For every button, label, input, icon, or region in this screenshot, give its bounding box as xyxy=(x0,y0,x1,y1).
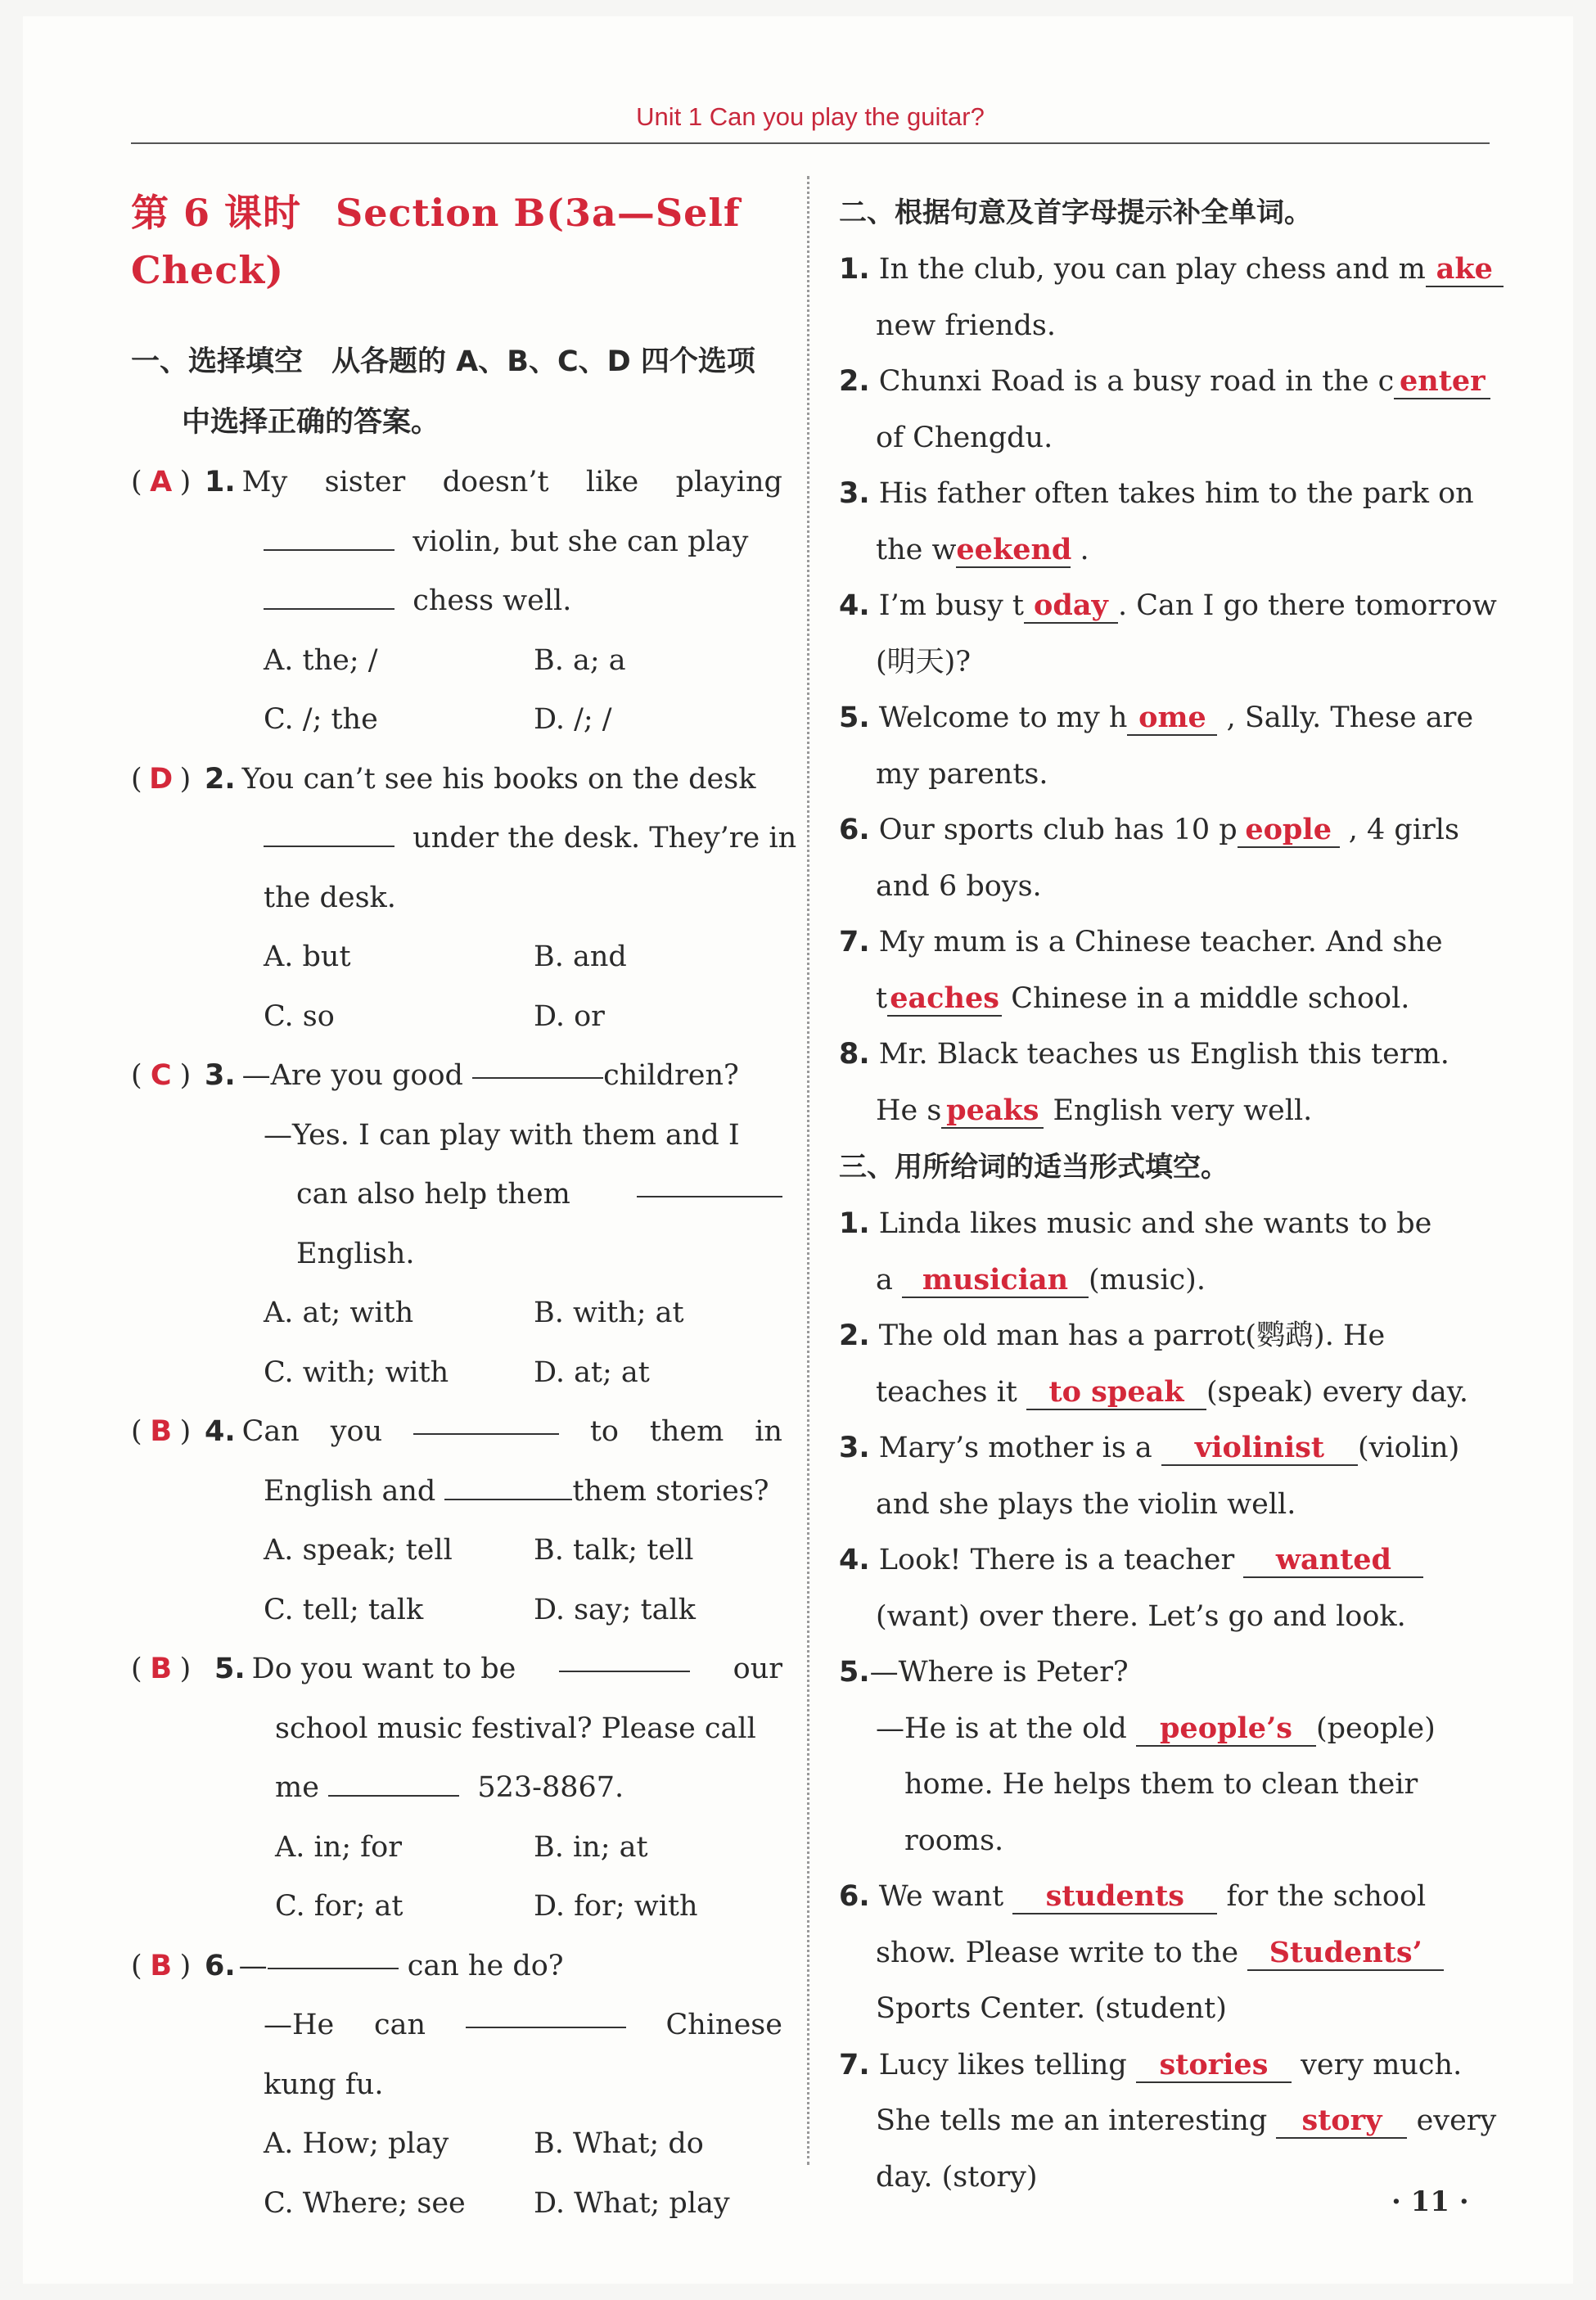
answer-2: D xyxy=(149,762,174,796)
answer-fill: Students’ xyxy=(1247,1937,1444,1971)
answer-fill: students xyxy=(1012,1880,1217,1914)
question-1: ( A ) 1. My sister doesn’t like playing violin, but she can play chess well. A. the; / B. a; a C. /; the D. /; / xyxy=(131,453,782,750)
blank xyxy=(264,577,394,610)
question-4: ( B ) 4. Can you to them in English and them stories? A. speak; tell B. talk; tell C. tell; talk D. say; talk xyxy=(131,1402,782,1639)
answer-fill: oday xyxy=(1024,589,1118,624)
answer-fill: ake xyxy=(1426,253,1504,287)
part2-item-4: 4. I’m busy t oday . Can I go there tomorrow (明天)? xyxy=(839,589,1497,679)
left-column xyxy=(131,184,797,2233)
question-2: ( D ) 2. You can’t see his books on the desk under the desk. They’re in the desk. A. but B. and C. so D. or xyxy=(131,750,782,1047)
part3-item-5: 5.—Where is Peter? —He is at the old people’s (people) home. He helps them to clean their rooms. xyxy=(839,1656,1436,1857)
page-number: · 11 · xyxy=(1391,2185,1469,2218)
part2-item-1: 1. In the club, you can play chess and m ake new friends. xyxy=(839,241,1490,354)
answer-fill: ome xyxy=(1127,701,1217,736)
answer-fill: enter xyxy=(1394,365,1490,399)
column-divider xyxy=(807,176,809,2165)
part3-item-3: 3. Mary’s mother is a violinist (violin) and she plays the violin well. xyxy=(839,1431,1460,1521)
part3-heading: 三、用所给词的适当形式填空。 xyxy=(839,1151,1229,1184)
answer-fill: peaks xyxy=(941,1094,1044,1129)
part1-heading: 一、选择填空 从各题的 A、B、C、D 四个选项 中选择正确的答案。 xyxy=(131,345,755,439)
part3-item-2: 2. The old man has a parrot(鹦鹉). He teaches it to speak (speak) every day. xyxy=(839,1319,1468,1409)
part2-item-3: 3. His father often takes him to the park on the weekend . xyxy=(839,477,1474,566)
part3-item-1: 1. Linda likes music and she wants to be a musician (music). xyxy=(839,1207,1432,1297)
question-5: ( B ) 5. Do you want to be our school music festival? Please call me 523-8867. A. in; for B. in; at C. for; at D. for; with xyxy=(131,1639,782,1937)
blank xyxy=(559,1639,690,1672)
question-6: ( B ) 6. — can he do? —He can Chinese kung fu. A. How; play B. What; do C. Where; see D. What; play xyxy=(131,1937,782,2234)
part2-item-7: 7. My mum is a Chinese teacher. And she teaches Chinese in a middle school. xyxy=(839,926,1443,1015)
blank xyxy=(472,1046,603,1079)
answer-3: C xyxy=(150,1059,172,1092)
part2-item-6: 6. Our sports club has 10 p eople , 4 girls and 6 boys. xyxy=(839,813,1459,903)
part2-item-2: 2. Chunxi Road is a busy road in the c enter of Chengdu. xyxy=(839,354,1490,466)
answer-fill: wanted xyxy=(1243,1544,1423,1578)
answer-fill: story xyxy=(1276,2104,1407,2139)
answer-fill: stories xyxy=(1136,2049,1292,2083)
answer-fill: eekend xyxy=(956,532,1072,566)
part3-item-7: 7. Lucy likes telling stories very much. She tells me an interesting story every day. (story) xyxy=(839,2047,1497,2194)
part3-item-4: 4. Look! There is a teacher wanted (want) over there. Let’s go and look. xyxy=(839,1532,1490,1644)
answer-4: B xyxy=(150,1415,172,1448)
answer-fill: people’s xyxy=(1136,1712,1316,1747)
blank xyxy=(328,1764,459,1797)
lesson-number: 第 6 课时 xyxy=(131,191,302,235)
lesson-title xyxy=(131,184,782,299)
blank xyxy=(268,1937,399,1969)
blank xyxy=(637,1165,782,1197)
lesson-section: Section B(3a—Self Check) xyxy=(131,191,741,292)
right-column xyxy=(839,184,1497,2205)
blank xyxy=(264,814,394,847)
part2-item-8: 8. Mr. Black teaches us English this term. He s peaks English very well. xyxy=(839,1038,1449,1127)
answer-1: A xyxy=(150,466,173,498)
answer-fill: musician xyxy=(902,1264,1089,1298)
answer-fill: eople xyxy=(1238,814,1340,848)
answer-5: B xyxy=(150,1653,172,1685)
part2-item-5: 5. Welcome to my h ome , Sally. These are my parents. xyxy=(839,701,1474,791)
running-header: Unit 1 Can you play the guitar? xyxy=(636,102,985,131)
header-rule xyxy=(131,142,1490,144)
answer-fill: violinist xyxy=(1161,1432,1358,1466)
question-3: ( C ) 3. —Are you good children? —Yes. I can play with them and I can also help them English. A. at; with B. with; at C. with; with D. at; at xyxy=(131,1046,782,1402)
part2-heading: 二、根据句意及首字母提示补全单词。 xyxy=(839,196,1312,229)
answer-fill: to speak xyxy=(1026,1376,1206,1410)
part3-item-6: 6. We want students for the school show. Please write to the Students’ Sports Center. (student) xyxy=(839,1869,1490,2037)
answer-fill: eaches xyxy=(887,982,1002,1017)
blank xyxy=(466,1996,626,2028)
answer-6: B xyxy=(150,1949,172,1982)
blank xyxy=(264,518,394,551)
blank xyxy=(444,1468,572,1500)
blank xyxy=(413,1402,559,1435)
